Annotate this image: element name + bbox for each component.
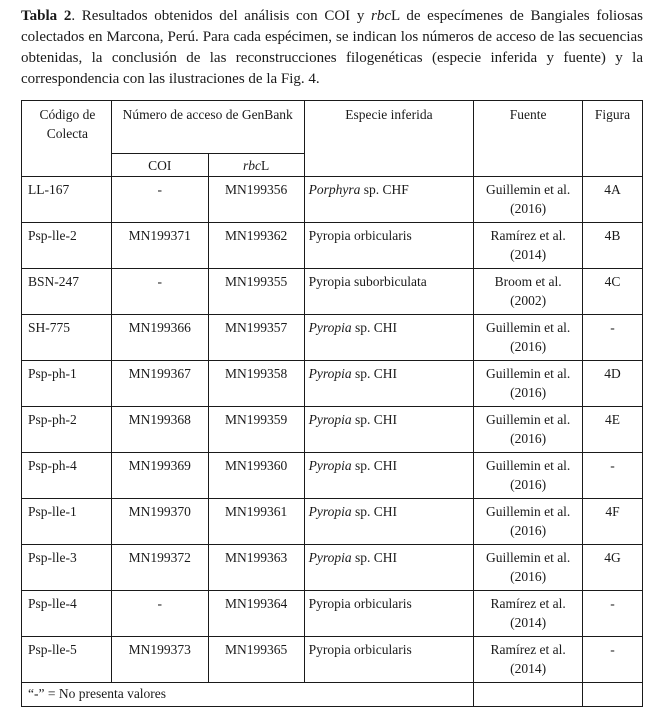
cell-coi: MN199366 — [111, 315, 208, 361]
cell-rbcl: MN199359 — [208, 407, 304, 453]
cell-coi: - — [111, 177, 208, 223]
cell-coi: - — [111, 269, 208, 315]
header-rbcl-rest: L — [261, 157, 270, 173]
cell-figura: 4C — [583, 269, 643, 315]
cell-especie — [304, 407, 474, 453]
cell-rbcl: MN199357 — [208, 315, 304, 361]
cell-fuente: Ramírez et al. (2014) — [474, 637, 583, 683]
cell-especie — [304, 453, 474, 499]
cell-especie-rest: sp. CHI — [351, 504, 397, 519]
cell-especie-genus: Porphyra — [308, 182, 361, 197]
cell-especie — [304, 177, 474, 223]
cell-fuente: Ramírez et al. (2014) — [474, 223, 583, 269]
cell-coi: MN199371 — [111, 223, 208, 269]
table-row — [22, 591, 643, 637]
cell-codigo: LL-167 — [22, 177, 112, 223]
cell-rbcl: MN199365 — [208, 637, 304, 683]
cell-fuente: Guillemin et al. (2016) — [474, 177, 583, 223]
cell-figura: 4E — [583, 407, 643, 453]
cell-codigo: Psp-ph-4 — [22, 453, 112, 499]
cell-especie-rest: Pyropia orbicularis — [308, 228, 412, 243]
cell-rbcl: MN199358 — [208, 361, 304, 407]
header-numero-acceso: Número de acceso de GenBank — [111, 101, 304, 154]
cell-especie-rest: Pyropia orbicularis — [308, 596, 412, 611]
caption-text-2: L de especímenes de Bangiales foliosas colectados en Marcona, Perú. Para cada espécimen, se indican los números de acceso de las secuencias obtenidas, la conclusión de las reconstrucciones filogenéticas (especie inferida y fuente) y la correspondencia con las ilustraciones de la Fig. 4. — [21, 8, 643, 87]
cell-fuente: Broom et al. (2002) — [474, 269, 583, 315]
caption-italic: rbc — [371, 8, 392, 24]
cell-figura: 4A — [583, 177, 643, 223]
cell-codigo: Psp-lle-4 — [22, 591, 112, 637]
cell-fuente: Guillemin et al. (2016) — [474, 545, 583, 591]
cell-especie-rest: sp. CHI — [351, 366, 397, 381]
cell-codigo: Psp-lle-2 — [22, 223, 112, 269]
cell-coi: MN199370 — [111, 499, 208, 545]
cell-coi: MN199368 — [111, 407, 208, 453]
cell-figura: 4G — [583, 545, 643, 591]
cell-fuente: Guillemin et al. (2016) — [474, 407, 583, 453]
header-figura: Figura — [583, 101, 643, 177]
cell-especie-genus: Pyropia — [308, 366, 352, 381]
cell-especie-genus: Pyropia — [308, 412, 352, 427]
cell-especie-genus: Pyropia — [308, 320, 352, 335]
header-rbcl-italic: rbc — [243, 157, 262, 173]
cell-codigo: Psp-lle-1 — [22, 499, 112, 545]
cell-codigo: Psp-lle-3 — [22, 545, 112, 591]
cell-especie-rest: sp. CHI — [351, 550, 397, 565]
cell-coi: MN199373 — [111, 637, 208, 683]
table-row — [22, 177, 643, 223]
cell-codigo: Psp-ph-2 — [22, 407, 112, 453]
header-especie: Especie inferida — [304, 101, 474, 177]
caption-label: Tabla 2 — [21, 8, 72, 24]
cell-especie-rest: Pyropia orbicularis — [308, 642, 412, 657]
table-row — [22, 223, 643, 269]
header-row — [22, 101, 643, 154]
cell-especie-genus: Pyropia — [308, 550, 352, 565]
cell-especie-rest: Pyropia suborbiculata — [308, 274, 427, 289]
cell-rbcl: MN199356 — [208, 177, 304, 223]
cell-rbcl: MN199360 — [208, 453, 304, 499]
cell-figura: 4D — [583, 361, 643, 407]
cell-fuente: Guillemin et al. (2016) — [474, 499, 583, 545]
cell-especie — [304, 637, 474, 683]
table-caption — [21, 6, 643, 90]
cell-fuente: Ramírez et al. (2014) — [474, 591, 583, 637]
cell-fuente: Guillemin et al. (2016) — [474, 453, 583, 499]
cell-especie-genus: Pyropia — [308, 458, 352, 473]
header-fuente: Fuente — [474, 101, 583, 177]
cell-codigo: Psp-lle-5 — [22, 637, 112, 683]
cell-especie — [304, 499, 474, 545]
table-row — [22, 269, 643, 315]
footnote: “-” = No presenta valores — [22, 683, 474, 707]
cell-especie-genus: Pyropia — [308, 504, 352, 519]
cell-rbcl: MN199361 — [208, 499, 304, 545]
header-coi: COI — [111, 154, 208, 177]
cell-coi: MN199369 — [111, 453, 208, 499]
cell-figura: - — [583, 315, 643, 361]
footnote-empty-cell — [474, 683, 583, 707]
cell-rbcl: MN199363 — [208, 545, 304, 591]
cell-especie-rest: sp. CHF — [360, 182, 409, 197]
cell-especie-rest: sp. CHI — [351, 412, 397, 427]
footnote-row — [22, 683, 643, 707]
cell-especie — [304, 545, 474, 591]
cell-especie-rest: sp. CHI — [351, 320, 397, 335]
cell-coi: - — [111, 591, 208, 637]
table-row — [22, 637, 643, 683]
cell-especie — [304, 223, 474, 269]
cell-especie — [304, 315, 474, 361]
header-rbcl — [208, 154, 304, 177]
cell-figura: - — [583, 453, 643, 499]
cell-rbcl: MN199364 — [208, 591, 304, 637]
cell-coi: MN199367 — [111, 361, 208, 407]
cell-fuente: Guillemin et al. (2016) — [474, 361, 583, 407]
cell-especie — [304, 269, 474, 315]
table-row — [22, 545, 643, 591]
results-table — [21, 100, 643, 707]
cell-especie — [304, 591, 474, 637]
table-row — [22, 407, 643, 453]
table-row — [22, 453, 643, 499]
cell-codigo: SH-775 — [22, 315, 112, 361]
cell-figura: - — [583, 591, 643, 637]
cell-especie — [304, 361, 474, 407]
table-row — [22, 315, 643, 361]
table-row — [22, 499, 643, 545]
footnote-empty-cell — [583, 683, 643, 707]
table-row — [22, 361, 643, 407]
cell-rbcl: MN199362 — [208, 223, 304, 269]
caption-text-1: . Resultados obtenidos del análisis con COI y — [71, 8, 372, 24]
cell-codigo: Psp-ph-1 — [22, 361, 112, 407]
cell-figura: 4F — [583, 499, 643, 545]
cell-coi: MN199372 — [111, 545, 208, 591]
cell-fuente: Guillemin et al. (2016) — [474, 315, 583, 361]
cell-rbcl: MN199355 — [208, 269, 304, 315]
cell-especie-rest: sp. CHI — [351, 458, 397, 473]
table-body — [22, 177, 643, 707]
header-codigo: Código de Colecta — [22, 101, 112, 177]
cell-figura: 4B — [583, 223, 643, 269]
cell-codigo: BSN-247 — [22, 269, 112, 315]
cell-figura: - — [583, 637, 643, 683]
